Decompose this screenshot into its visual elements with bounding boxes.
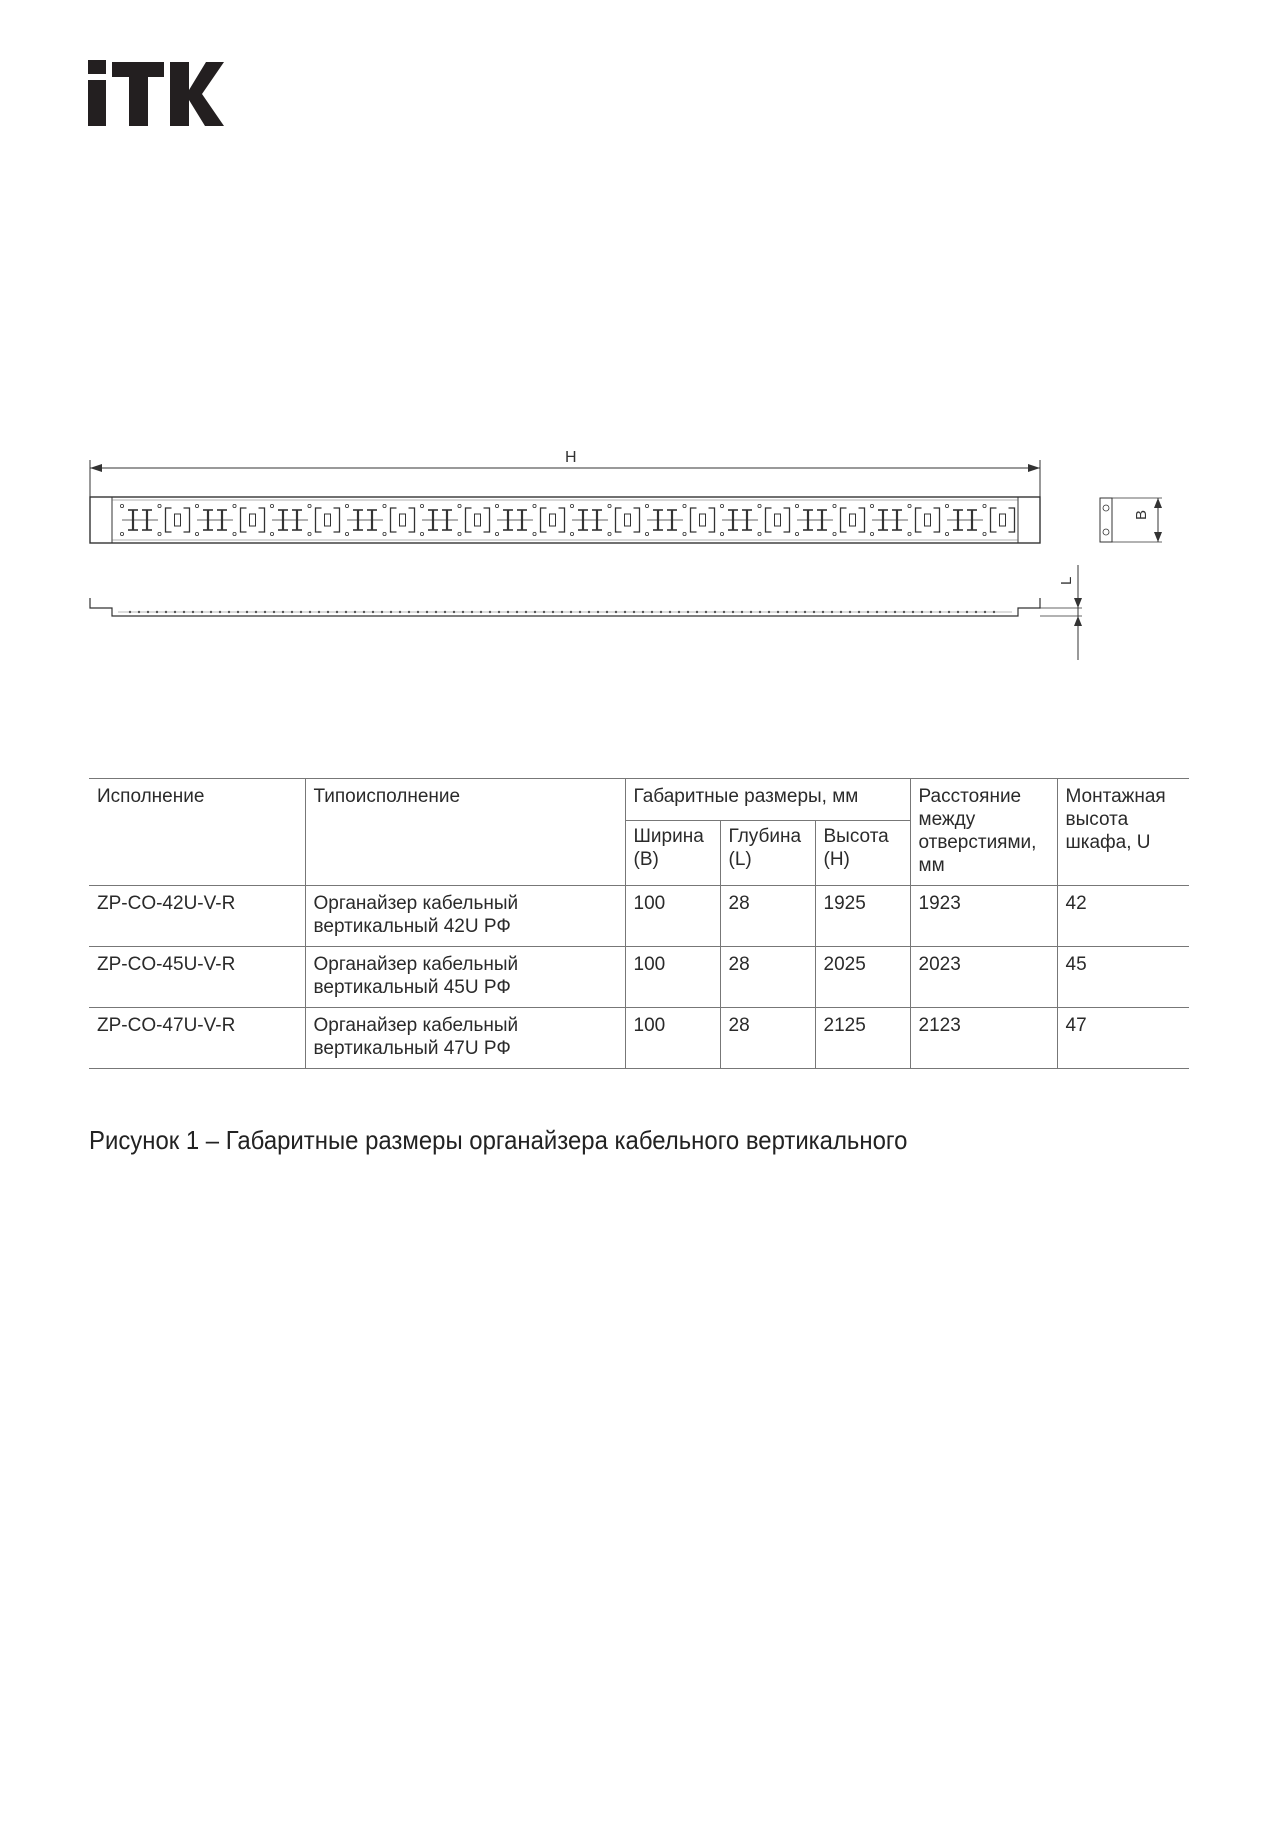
hole (498, 611, 500, 613)
cell-width: 100 (625, 1008, 720, 1069)
header-variant: Исполнение (89, 779, 305, 886)
cell-type: Органайзер кабельный вертикальный 42U РФ (305, 886, 625, 947)
hole (786, 611, 788, 613)
cutout (158, 504, 190, 535)
table-row (89, 1008, 1189, 1069)
hole (984, 611, 986, 613)
hole (534, 611, 536, 613)
cutout (758, 504, 790, 535)
cell-variant: ZP-CO-42U-V-R (89, 886, 305, 947)
hole (975, 611, 977, 613)
hole (471, 611, 473, 613)
cell-mount: 45 (1057, 947, 1189, 1008)
hole (165, 611, 167, 613)
hole (579, 611, 581, 613)
hole (201, 611, 203, 613)
itk-logo (88, 60, 224, 126)
cell-mount: 42 (1057, 886, 1189, 947)
cutout (420, 504, 458, 535)
cutout (795, 504, 833, 535)
hole (129, 611, 131, 613)
header-height: Высота (H) (815, 820, 910, 885)
hole (642, 611, 644, 613)
cutout (383, 504, 415, 535)
hole (759, 611, 761, 613)
table-row (89, 947, 1189, 1008)
hole (237, 611, 239, 613)
cutout (345, 504, 383, 535)
hole (435, 611, 437, 613)
hole (876, 611, 878, 613)
hole (831, 611, 833, 613)
hole (714, 611, 716, 613)
cutout (120, 504, 158, 535)
hole (705, 611, 707, 613)
hole (255, 611, 257, 613)
hole (867, 611, 869, 613)
cell-mount: 47 (1057, 1008, 1189, 1069)
cell-width: 100 (625, 886, 720, 947)
hole (417, 611, 419, 613)
dimension-l-label: L (1058, 576, 1075, 585)
cutout (833, 504, 865, 535)
hole (723, 611, 725, 613)
hole (489, 611, 491, 613)
cutout (495, 504, 533, 535)
cutout (270, 504, 308, 535)
hole (327, 611, 329, 613)
hole (273, 611, 275, 613)
hole (597, 611, 599, 613)
hole (282, 611, 284, 613)
cell-variant: ZP-CO-45U-V-R (89, 947, 305, 1008)
hole (813, 611, 815, 613)
cutout (983, 504, 1015, 535)
hole (516, 611, 518, 613)
hole (930, 611, 932, 613)
hole (624, 611, 626, 613)
hole (561, 611, 563, 613)
hole (381, 611, 383, 613)
hole (858, 611, 860, 613)
hole (606, 611, 608, 613)
hole (948, 611, 950, 613)
side-view (1100, 498, 1162, 542)
cutout (308, 504, 340, 535)
hole (480, 611, 482, 613)
hole (345, 611, 347, 613)
hole (795, 611, 797, 613)
hole (291, 611, 293, 613)
hole (651, 611, 653, 613)
cell-type: Органайзер кабельный вертикальный 45U РФ (305, 947, 625, 1008)
cell-spacing: 2123 (910, 1008, 1057, 1069)
cell-spacing: 2023 (910, 947, 1057, 1008)
cell-spacing: 1923 (910, 886, 1057, 947)
cell-depth: 28 (720, 886, 815, 947)
hole (525, 611, 527, 613)
cell-width: 100 (625, 947, 720, 1008)
hole (543, 611, 545, 613)
cutout (533, 504, 565, 535)
hole (390, 611, 392, 613)
cutout (570, 504, 608, 535)
hole (399, 611, 401, 613)
hole (228, 611, 230, 613)
cell-height: 2025 (815, 947, 910, 1008)
cell-depth: 28 (720, 947, 815, 1008)
hole (678, 611, 680, 613)
header-spacing: Расстояние между отверстиями, мм (910, 779, 1057, 886)
organizer-drawing (0, 430, 1280, 670)
hole (183, 611, 185, 613)
hole (408, 611, 410, 613)
hole (840, 611, 842, 613)
front-view (90, 497, 1040, 543)
table-row (89, 886, 1189, 947)
hole (462, 611, 464, 613)
hole (750, 611, 752, 613)
hole (849, 611, 851, 613)
figure-caption: Рисунок 1 – Габаритные размеры органайзера кабельного вертикального (89, 1125, 908, 1155)
cutout (645, 504, 683, 535)
hole (768, 611, 770, 613)
hole (669, 611, 671, 613)
hole (147, 611, 149, 613)
hole (912, 611, 914, 613)
hole (687, 611, 689, 613)
hole (192, 611, 194, 613)
hole (633, 611, 635, 613)
hole (300, 611, 302, 613)
cutout (945, 504, 983, 535)
hole (444, 611, 446, 613)
cutout (908, 504, 940, 535)
header-dims-group: Габаритные размеры, мм (625, 779, 910, 821)
hole (426, 611, 428, 613)
hole (309, 611, 311, 613)
dimension-h (90, 449, 1040, 498)
cell-depth: 28 (720, 1008, 815, 1069)
spec-table (89, 778, 1189, 1069)
hole (957, 611, 959, 613)
hole (264, 611, 266, 613)
hole (822, 611, 824, 613)
cutout (683, 504, 715, 535)
cutout-pattern (120, 504, 1014, 535)
cutout (233, 504, 265, 535)
hole (939, 611, 941, 613)
hole (507, 611, 509, 613)
hole (696, 611, 698, 613)
hole (156, 611, 158, 613)
cutout (195, 504, 233, 535)
hole (318, 611, 320, 613)
header-depth: Глубина (L) (720, 820, 815, 885)
hole (615, 611, 617, 613)
dimension-b-label: B (1133, 509, 1150, 520)
hole (219, 611, 221, 613)
hole (246, 611, 248, 613)
hole (570, 611, 572, 613)
hole (777, 611, 779, 613)
header-width: Ширина (B) (625, 820, 720, 885)
hole (552, 611, 554, 613)
header-type: Типоисполнение (305, 779, 625, 886)
hole (894, 611, 896, 613)
top-view (90, 565, 1082, 660)
hole (885, 611, 887, 613)
cutout (458, 504, 490, 535)
hole (210, 611, 212, 613)
cell-height: 2125 (815, 1008, 910, 1069)
hole (138, 611, 140, 613)
hole (354, 611, 356, 613)
hole (174, 611, 176, 613)
cell-height: 1925 (815, 886, 910, 947)
hole (336, 611, 338, 613)
hole (741, 611, 743, 613)
header-mount-height: Монтажная высота шкафа, U (1057, 779, 1189, 886)
cutout (870, 504, 908, 535)
cutout (720, 504, 758, 535)
hole (732, 611, 734, 613)
dimension-h-label: H (565, 449, 577, 466)
hole (993, 611, 995, 613)
cutout (608, 504, 640, 535)
hole (588, 611, 590, 613)
hole (966, 611, 968, 613)
hole (372, 611, 374, 613)
hole (921, 611, 923, 613)
hole (804, 611, 806, 613)
cell-variant: ZP-CO-47U-V-R (89, 1008, 305, 1069)
hole (903, 611, 905, 613)
hole (660, 611, 662, 613)
cell-type: Органайзер кабельный вертикальный 47U РФ (305, 1008, 625, 1069)
hole (453, 611, 455, 613)
hole (363, 611, 365, 613)
